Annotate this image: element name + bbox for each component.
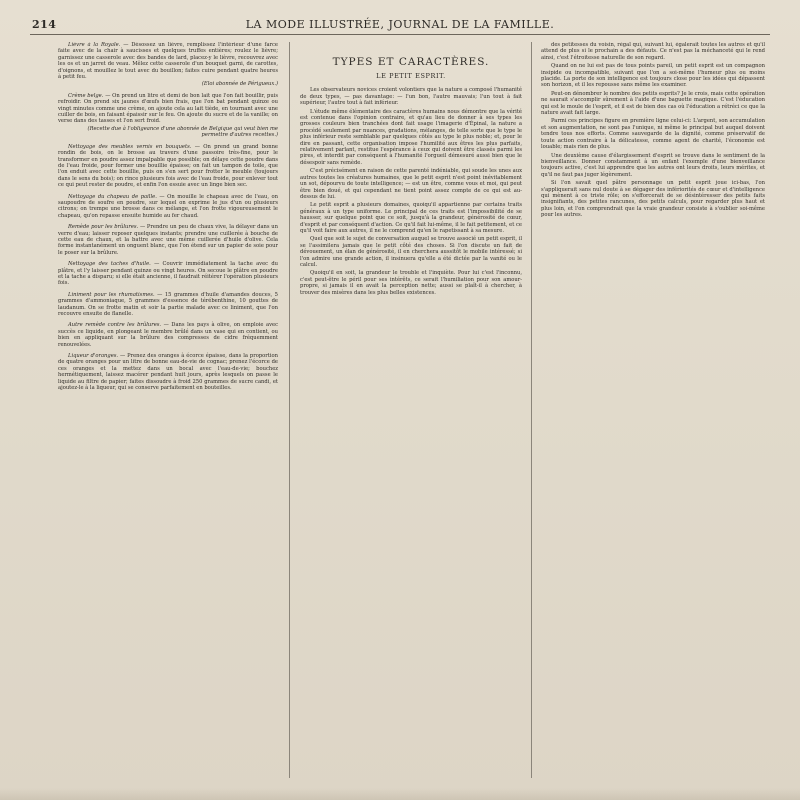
article-column-left	[300, 42, 522, 778]
page-number: 214	[32, 18, 57, 31]
recipe-entry	[58, 322, 278, 348]
recipe-text: — Dans les pays à olive, on emploie avec succès ce liquide, en plongeant le membre brûlé dans un vase qui en contient, ou bien en appliquant sur la brûlure des compresses de cidre fréquemment renouvelées.	[58, 322, 278, 348]
recipe-text: — Désossez un lièvre, remplissez l'intérieur d'une farce faite avec de la chair à saucisses et quelques truffes entières; roulez le lièvre; garnissez une casserole avec des bandes de lard, placez-y le lièvre, recouvrez avec les os et un jarret de veau. Mêlez cette casserole d'un bouquet garni, de carottes, d'oignons, et mouillez le tout avec du bouillon; faites cuire pendant quatre heures à petit feu.	[58, 42, 278, 81]
recipe-text: — Couvrir immédiatement la tache avec du plâtre, et l'y laisser pendant quinze ou vingt heures. On secoue le plâtre en poudre et la tache a disparu; si elle était ancienne, il faudrait réitérer l'opération plusieurs fois.	[58, 261, 278, 287]
recipe-entry	[58, 224, 278, 256]
article-paragraph: Parmi ces principes figure en première ligne celui-ci: L'argent, son accumulation et son augmentation, ne sont pas l'unique, ni même le principal but auquel doivent tendre tous nos efforts. Comme sauvegarde de la dignité, comme préservatif de toute action contraire à la délicatesse, comme agent de charité, l'économie est louable; mais rien de plus.	[541, 118, 765, 151]
recipe-title: Autre remède contre les brûlures.	[68, 322, 162, 329]
recipe-entry	[58, 261, 278, 287]
article-paragraph: Quand on ne lui est pas de tous points pareil, un petit esprit est un compagnon insipide ou incompatible, suivant que l'on a soi-même l'humeur plus ou moins placide. La porte de son intelligence est toujours close pour les idées qui dépassent son horizon, et il les repousse sans même les examiner.	[541, 63, 765, 89]
recipe-title: Crème belge.	[68, 92, 104, 99]
recipe-entry	[58, 353, 278, 391]
article-paragraph: Une deuxième cause d'élargissement d'esprit se trouve dans le sentiment de la bienveillance. Donner constamment à un enfant l'exemple d'une bienveillance toujours active, c'est lui apprendre que les autres ont leurs droits, leurs mérites, et qu'il ne faut pas juger légèrement.	[541, 152, 765, 178]
recipe-title: Liniment pour les rhumatismes.	[68, 291, 155, 298]
recipe-text: — Prenez des oranges à écorce épaisse, dans la proportion de quatre oranges pour un litre de bonne eau-de-vie de cognac; prenez l'écorce de ces oranges et la mettez dans un bocal avec l'eau-de-vie; bouchez hermétiquement, laissez macérer pendant huit jours, après lesquels on passe le liquide au filtre de papier; faites dissoudre à froid 250 grammes de sucre candi, et ajoutez-le à la liqueur, qui se conserve parfaitement en bouteilles.	[58, 353, 278, 392]
article-paragraph: Peut-on dénombrer le nombre des petits esprits? Je le crois, mais cette opération ne saurait s'accomplir sûrement à l'aide d'une baguette magique. C'est l'éducation qui est le moule de l'esprit, et il est de bien des cas où l'éducation a rétréci ce que la nature avait fait large.	[541, 90, 765, 117]
recipe-text: — On mouille le chapeau avec de l'eau, on saupoudre de soufre en poudre, sur lequel on exprime le jus d'un ou plusieurs citrons; on trempe une brosse dans ce mélange, et l'on frotte vigoureusement le chapeau, qu'on repasse ensuite humide au fer chaud.	[58, 193, 278, 219]
article-paragraph: Quel que soit le sujet de conversation auquel se trouve associé un petit esprit, il se l'assimilera jamais que le petit côté des choses. Si l'on discute un fait de dévouement, un élan de générosité, il en cherchera aussitôt le mobile intéressé; si l'on admire une grande action, il insinuera qu'elle a été dictée par la vanité ou le calcul.	[300, 236, 522, 268]
column-divider	[289, 42, 290, 778]
recipe-text: — On prend un litre et demi de bon lait que l'on fait bouillir, puis refroidir. On prend six jaunes d'œufs bien frais, que l'on bat pendant quinze ou vingt minutes comme une crème, on ajoute cela au lait tiède, en tournant avec une cuiller de bois, en faisant épaissir sur le feu. On ajoute du sucre et de la vanille; on verse dans des tasses et l'on sert froid.	[58, 92, 278, 125]
recipe-title: Nettoyage des meubles vernis en bouquets.	[68, 143, 192, 150]
article-paragraph: L'étude même élémentaire des caractères humains nous démontre que la vérité est contenue dans l'opinion contraire, et qu'au lieu de donner à ses types les grosses couleurs bien tranchées dont fait usage l'imagerie d'Épinal, la nature a procédé seulement par nuances, gradations, mélanges, de telle sorte que le type le plus inférieur reste semblable par quelques côtés au type le plus noble; et, pour le dire en passant, cette organisation impose l'humilité aux êtres les plus parfaits, relativement parlant, restitue l'espérance à ceux qui doivent être classés parmi les pires, et interdit par conséquent à l'humanité l'orgueil démesuré aussi bien que le désespoir sans remède.	[300, 108, 522, 166]
article-paragraph: Les observateurs novices croient volontiers que la nature a composé l'humanité de deux types, — pas davantage: — l'un bon, l'autre mauvais; l'un tout à fait supérieur, l'autre tout à fait inférieur.	[300, 87, 522, 107]
running-head: LA MODE ILLUSTRÉE, JOURNAL DE LA FAMILLE.	[245, 18, 555, 31]
article-subtitle: LE PETIT ESPRIT.	[376, 72, 446, 80]
page-edge-shadow	[0, 788, 800, 800]
recipe-title: Liqueur d'oranges.	[68, 353, 119, 360]
recipe-title: Nettoyage du chapeau de paille.	[68, 193, 157, 200]
recipes-column	[58, 42, 278, 778]
article-paragraph: des petitesses du voisin, régal qui, suivant lui, égalerait toutes les autres et qu'il attend de plus si le prochain a des défauts. Ce n'est pas la méchanceté qui le rend ainsi, c'est l'étroitesse naturelle de son regard.	[541, 42, 765, 61]
recipe-entry	[58, 42, 278, 88]
article-paragraph: C'est précisément en raison de cette parenté indéniable, qui soude les unes aux autres toutes les créatures humaines, que le petit esprit n'est point inévitablement un sot, dépourvu de toute intelligence; — est un être, comme vous et moi, qui peut être bien doué, et qui cependant ne tient point assez compte de ce qui est au-dessus de lui.	[300, 168, 522, 200]
article-paragraph: Quoiqu'il en soit, la grandeur le trouble et l'inquiète. Pour lui c'est l'inconnu, c'est peut-être le péril pour ses intérêts, ce serait l'humiliation pour son amour-propre, si jamais il en avait la perception nette; aussi se plaît-il à chercher, à trouver des misères dans les plus belles existences.	[300, 270, 522, 296]
recipe-entry	[58, 194, 278, 220]
recipe-text: — 15 grammes d'huile d'amandes douces, 5 grammes d'ammoniaque, 5 grammes d'essence de térébenthine, 10 gouttes de laudanum. On se frotte matin et soir la partie malade avec ce liniment, que l'on recouvre ensuite de flanelle.	[58, 291, 278, 318]
page-header	[30, 18, 770, 35]
recipe-text: — On prend un grand bonne rondin de bois, on le brosse au travers d'une passoire très-fine, pour le transformer en poudre assez impalpable que possible; on délaye cette poudre dans de l'eau froide, pour former une bouillie épaisse; on fait un tampon de toile, que l'on enduit avec cette bouillie, puis on s'en sert pour frotter le meuble (toujours dans le sens du bois); on rince plusieurs fois avec de l'eau froide, pour enlever tout ce qui peut rester de poudre, et enfin l'on essuie avec un linge bien sec.	[58, 143, 278, 189]
recipe-title: Remède pour les brûlures.	[68, 224, 139, 231]
article-paragraph: Le petit esprit a plusieurs domaines, quoiqu'il appartienne par certains traits généraux à un type uniforme. Le principal de ces traits est l'impossibilité de se hausser, sur quelque point que ce soit, jusqu'à la grandeur, générosité de cœur, d'esprit et par conséquent d'action. Ce qu'il fait lui-même, il le fait petitement, et ce qu'il voit faire aux autres, il ne le comprend qu'en le rapetissant à sa mesure.	[300, 202, 522, 234]
recipe-title: Nettoyage des taches d'huile.	[68, 261, 151, 268]
recipe-text: — Prendre un peu de chaux vive, la délayer dans un verre d'eau; laisser reposer quelques instants; prendre une cuillerée à bouche de cette eau de chaux, et la battre avec une même cuillerée d'huile d'olive. Cela forme instantanément un onguent blanc, que l'on étend sur un papier de soie pour le poser sur la brûlure.	[58, 224, 278, 256]
article-paragraph: Si l'on savait quel pâtre personnage un petit esprit joue ici-bas, l'on s'appliquerait sans nul doute à se dégager des infériorités de cœur et d'intelligence qui mènent à ce triste rôle; on s'efforcerait de se désintéresser des petits faits insignifiants, des petites rancunes, des petits calculs, pour regarder plus haut et plus loin, et l'on comprendrait que la vraie grandeur consiste à s'oublier soi-même pour les autres.	[541, 180, 765, 219]
recipe-title: Lièvre à la Royale.	[68, 42, 121, 48]
article-column-right	[541, 42, 765, 778]
recipe-entry	[58, 292, 278, 318]
recipe-source: (Recette due à l'obligeance d'une abonnée de Belgique qui veut bien me permettre d'autres recettes.)	[87, 125, 278, 139]
recipe-source: (Eloi abonnée de Périgueux.)	[201, 81, 278, 88]
column-divider	[531, 42, 532, 778]
article-body-left	[300, 87, 522, 296]
article-title: TYPES ET CARACTÈRES.	[332, 56, 490, 68]
recipe-entry	[58, 144, 278, 189]
recipe-entry	[58, 93, 278, 139]
